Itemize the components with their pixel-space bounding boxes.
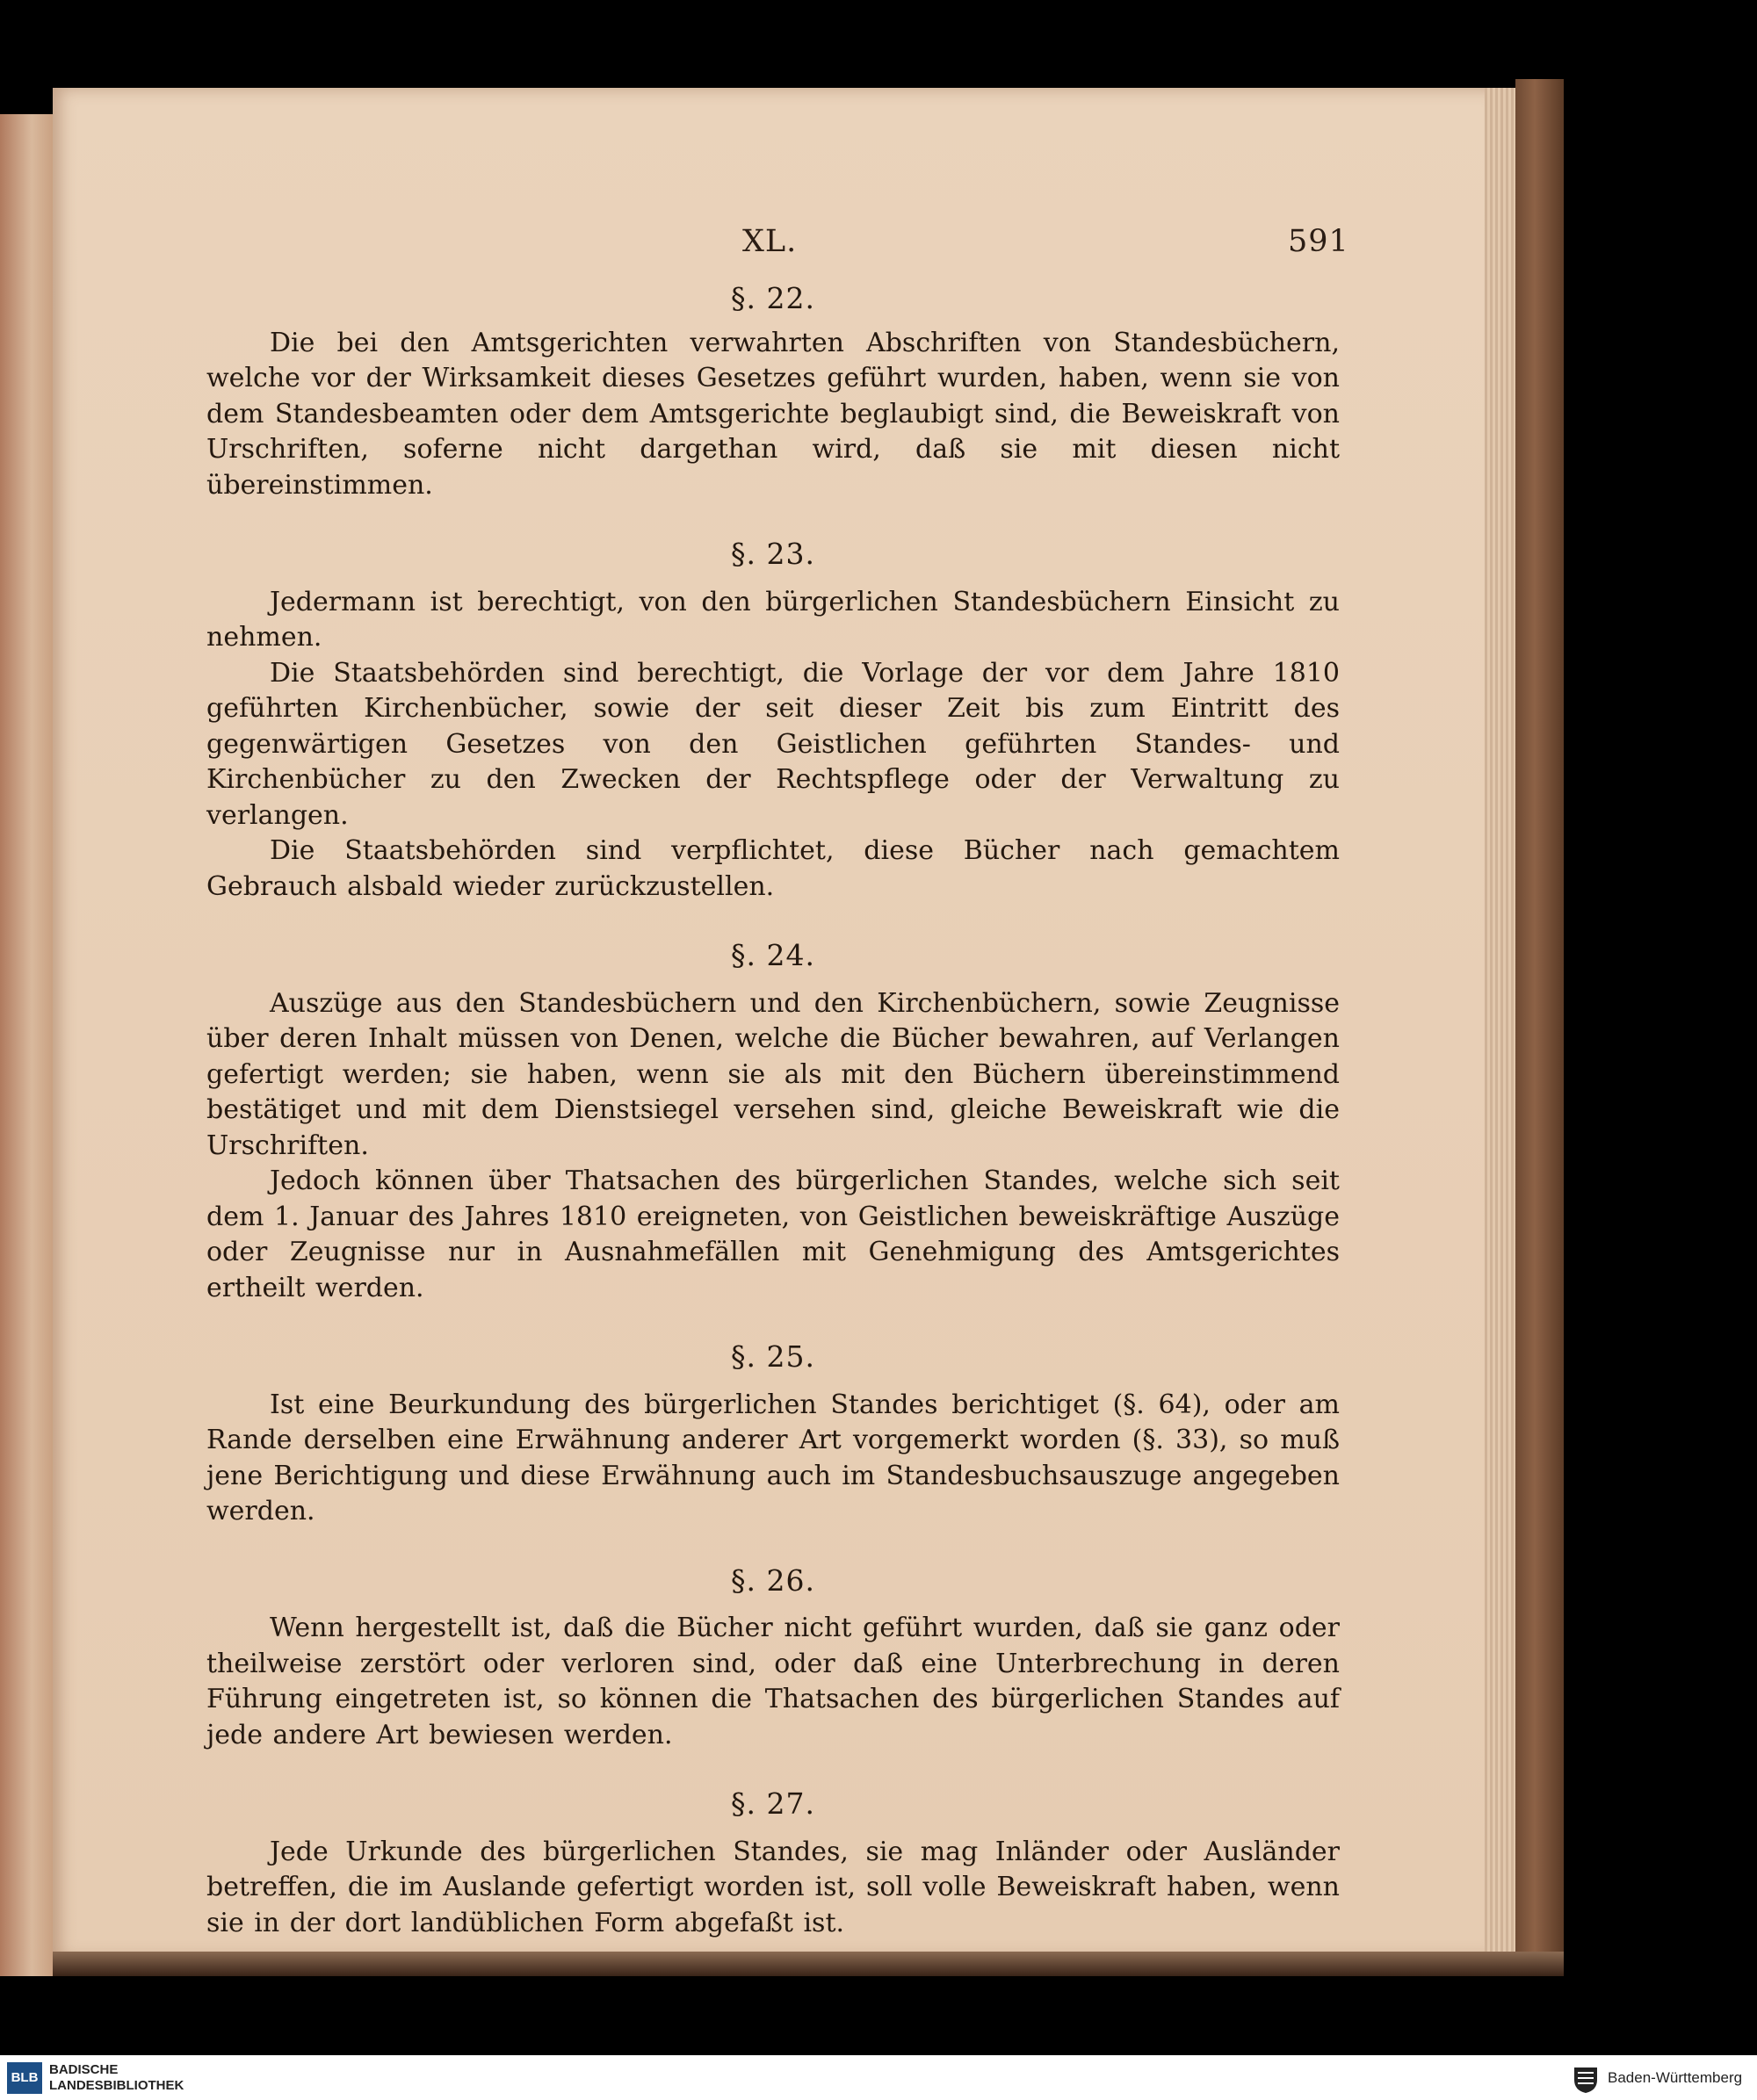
paragraph: Die bei den Amtsgerichten verwahrten Abschriften von Standesbüchern, welche vor der Wirksamkeit dieses Gesetzes geführt wurden, haben, wenn sie von dem Standesbeamten oder dem Amtsgerichte beglaubigt sind, die Beweiskraft von Urschriften, soferne nicht dargethan wird, daß sie mit diesen nicht übereinstimmen. [206,327,1340,501]
section-heading: §. 27. [731,1786,815,1821]
book-cover-bottom [53,1952,1564,1976]
library-name-line1: BADISCHE [49,2062,119,2077]
state-label[interactable]: Baden-Württemberg [1608,2069,1743,2086]
viewer-footer [0,2055,1757,2100]
section-heading: §. 24. [731,938,815,972]
chapter-number: XL. [742,224,798,259]
page-body [206,281,1340,1941]
baden-wuerttemberg-crest-icon [1571,2062,1601,2094]
section-heading: §. 26. [731,1562,815,1598]
library-name [49,2062,184,2094]
section-heading: §. 22. [731,281,815,315]
page-stack-edge [1485,88,1520,1959]
book-cover [1515,79,1564,1967]
paragraph: Jede Urkunde des bürgerlichen Standes, sie mag Inländer oder Ausländer betreffen, die im Auslande gefertigt worden ist, soll volle Beweiskraft haben, wenn sie in der dort landüblichen Form abgefaßt ist. [206,1836,1340,1938]
section-heading: §. 25. [731,1339,815,1374]
paragraph: Die Staatsbehörden sind verpflichtet, diese Bücher nach gemachtem Gebrauch alsbald wieder zurückzustellen. [206,835,1340,902]
left-page-edge [0,114,53,1976]
paragraph: Jedoch können über Thatsachen des bürgerlichen Standes, welche sich seit dem 1. Januar des Jahres 1810 ereigneten, von Geistlichen beweiskräftige Auszüge oder Zeugnisse nur in Ausnahmefällen mit Genehmigung des Amtsgerichtes ertheilt werden. [206,1165,1340,1303]
paragraph: Auszüge aus den Standesbüchern und den Kirchenbüchern, sowie Zeugnisse über deren Inhalt müssen von Denen, welche die Bücher bewahren, auf Verlangen gefertigt werden; sie haben, wenn sie als mit den Büchern übereinstimmend bestätiget und mit dem Dienstsiegel versehen sind, gleiche Beweiskraft wie die Urschriften. [206,987,1340,1161]
paragraph: Wenn hergestellt ist, daß die Bücher nicht geführt wurden, daß sie ganz oder theilweise zerstört oder verloren sind, oder daß eine Unterbrechung in deren Führung eingetreten ist, so können die Thatsachen des bürgerlichen Standes auf jede andere Art bewiesen werden. [206,1613,1340,1750]
blb-logo[interactable]: BLB [7,2062,42,2094]
library-name-line2: LANDESBIBLIOTHEK [49,2078,184,2093]
page-number: 591 [1288,224,1349,259]
section-heading: §. 23. [731,537,815,571]
paragraph: Ist eine Beurkundung des bürgerlichen Standes berichtiget (§. 64), oder am Rande derselben eine Erwähnung anderer Art vorgemerkt worden (§. 33), so muß jene Berichtigung und diese Erwähnung auch im Standesbuchsauszuge angegeben werden. [206,1389,1340,1526]
paragraph: Die Staatsbehörden sind berechtigt, die Vorlage der vor dem Jahre 1810 geführten Kirchenbücher, sowie der seit dieser Zeit bis zum Eintritt des gegenwärtigen Gesetzes von den Geistlichen geführten Standes- und Kirchenbücher zu den Zwecken der Rechtspflege oder der Verwaltung zu verlangen. [206,657,1340,831]
paragraph: Jedermann ist berechtigt, von den bürgerlichen Standesbüchern Einsicht zu nehmen. [206,586,1340,653]
